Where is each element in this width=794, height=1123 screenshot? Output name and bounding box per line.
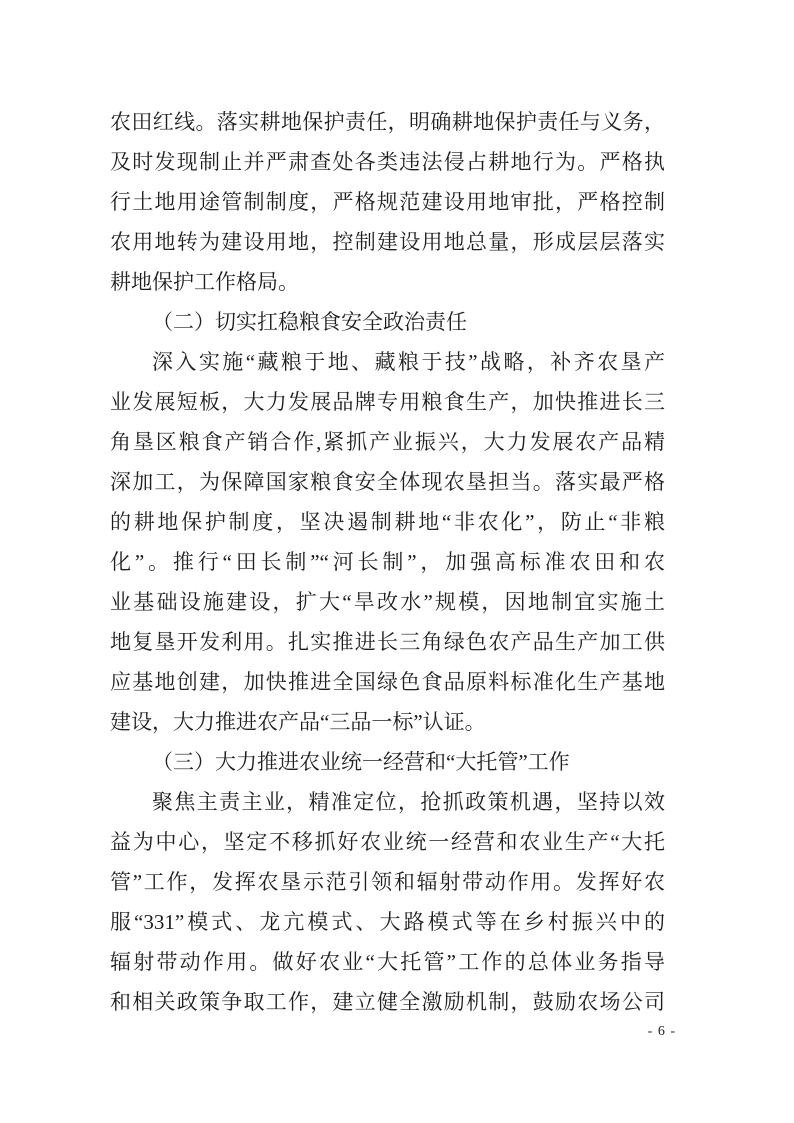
document-body bbox=[110, 102, 665, 1022]
section-heading: （二）切实扛稳粮食安全政治责任 bbox=[152, 310, 467, 334]
text-line: 角垦区粮食产销合作,紧抓产业振兴，大力发展农产品精 bbox=[110, 430, 665, 454]
text-line: 深加工，为保障国家粮食安全体现农垦担当。落实最严格 bbox=[110, 470, 665, 494]
page-number: - 6 - bbox=[647, 1024, 676, 1039]
text-line: 和相关政策争取工作，建立健全激励机制，鼓励农场公司 bbox=[110, 990, 665, 1014]
text-line: 辐射带动作用。做好农业“大托管”工作的总体业务指导 bbox=[110, 950, 665, 974]
text-line: 聚焦主责主业，精准定位，抢抓政策机遇，坚持以效 bbox=[152, 790, 665, 814]
text-line: 业发展短板，大力发展品牌专用粮食生产，加快推进长三 bbox=[110, 390, 665, 414]
text-line: 业基础设施建设，扩大“旱改水”规模，因地制宜实施土 bbox=[110, 590, 665, 614]
text-line: 管”工作，发挥农垦示范引领和辐射带动作用。发挥好农 bbox=[110, 870, 665, 894]
text-line: 耕地保护工作格局。 bbox=[110, 270, 299, 294]
text-line: 服“331”模式、龙亢模式、大路模式等在乡村振兴中的 bbox=[110, 910, 665, 934]
text-line: 的耕地保护制度，坚决遏制耕地“非农化”，防止“非粮 bbox=[110, 510, 665, 534]
text-line: 应基地创建，加快推进全国绿色食品原料标准化生产基地 bbox=[110, 670, 665, 694]
text-line: 农用地转为建设用地，控制建设用地总量，形成层层落实 bbox=[110, 230, 665, 254]
text-line: 化”。推行“田长制”“河长制”，加强高标准农田和农 bbox=[110, 550, 665, 574]
text-line: 地复垦开发利用。扎实推进长三角绿色农产品生产加工供 bbox=[110, 630, 665, 654]
text-line: 建设，大力推进农产品“三品一标”认证。 bbox=[110, 710, 486, 734]
text-line: 及时发现制止并严肃查处各类违法侵占耕地行为。严格执 bbox=[110, 150, 665, 174]
text-line: 深入实施“藏粮于地、藏粮于技”战略，补齐农垦产 bbox=[152, 350, 665, 374]
section-heading: （三）大力推进农业统一经营和“大托管”工作 bbox=[152, 750, 570, 774]
text-line: 农田红线。落实耕地保护责任，明确耕地保护责任与义务， bbox=[110, 110, 665, 134]
text-line: 益为中心，坚定不移抓好农业统一经营和农业生产“大托 bbox=[110, 830, 665, 854]
text-line: 行土地用途管制制度，严格规范建设用地审批，严格控制 bbox=[110, 190, 665, 214]
